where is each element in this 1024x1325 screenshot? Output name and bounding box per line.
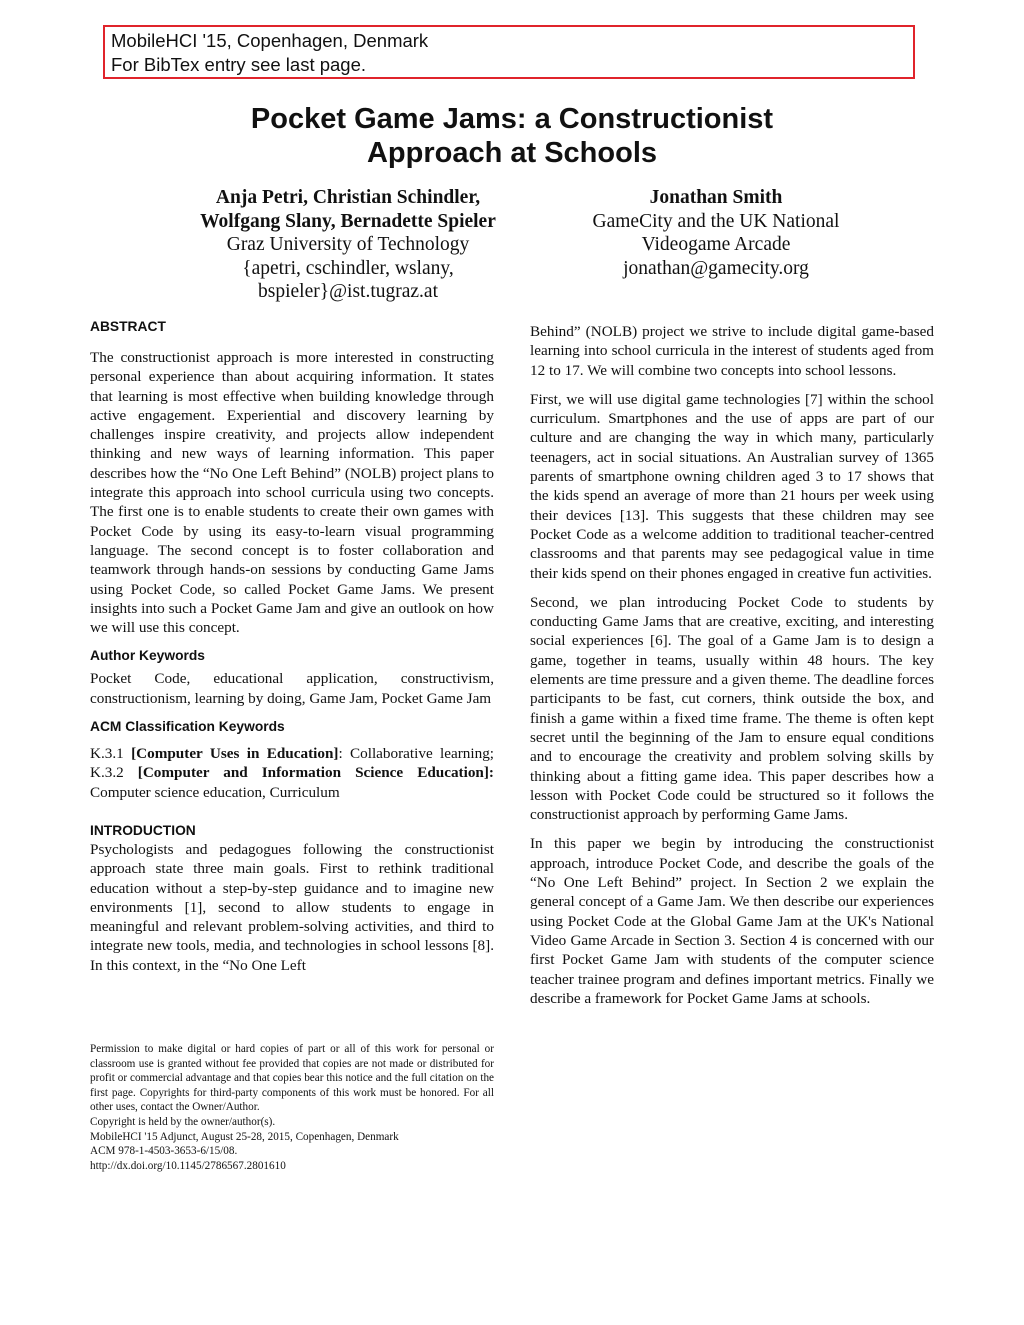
author-email: jonathan@gamecity.org xyxy=(623,257,809,279)
introduction-paragraph-4: In this paper we begin by introducing the constructionist approach, introduce Pocket Code, and describe the goals of the “No One Left Behind” project. In Section 2 we explain the general concept of a Game Jam. We then describe our experiences using Pocket Code at the Global Game Jam at the UK's National Video Game Arcade in Section 3. Section 4 is concerned with our first Pocket Game Jam with students of the computer science teacher trainee program and defines important metrics. Finally we describe a framework for Pocket Game Jams at schools. xyxy=(530,835,934,1007)
bibtex-notice-box xyxy=(103,25,915,79)
permission-notice xyxy=(90,1042,494,1173)
abstract-heading: ABSTRACT xyxy=(90,319,166,334)
author-affiliation-line1: GameCity and the UK National xyxy=(592,210,840,232)
introduction-text-left: Psychologists and pedagogues following the constructionist approach state three main goals. First to rethink traditional education without a step-by-step guidance and to imagine new environments [1], second to allow students to engage in meaningful and relevant problem-solving activities, and third to integrate new tools, media, and technologies in school lessons [8]. In this context, in the “No One Left xyxy=(90,840,494,974)
introduction-heading: INTRODUCTION xyxy=(90,822,196,838)
conference-text: MobileHCI '15 Adjunct, August 25-28, 2015, Copenhagen, Denmark xyxy=(90,1130,399,1143)
introduction-paragraph-2: First, we will use digital game technologies [7] within the school curriculum. Smartphones and the use of apps are part of our culture and are changing the way in which many, particularly teenagers, act in social situations. An Australian survey of 1365 parents of smartphone owning children aged 3 to 17 shows that the kids spend an average of more than 21 hours per week using their devices [13]. This suggests that these children may see Pocket Code as a welcome addition to traditional teacher-centred classrooms and that parents may see pedagogical value in time their kids spend on their phones engaged in creative fun activities. xyxy=(530,390,934,582)
author-keywords-heading: Author Keywords xyxy=(90,648,205,664)
author-affiliation-line2: Videogame Arcade xyxy=(641,234,791,255)
paper-title xyxy=(0,102,1024,170)
acm-keywords-heading: ACM Classification Keywords xyxy=(90,719,285,735)
doi-link[interactable]: http://dx.doi.org/10.1145/2786567.2801610 xyxy=(90,1159,286,1172)
author-names-line2: Wolfgang Slany, Bernadette Spieler xyxy=(200,210,496,232)
author-block-graz xyxy=(148,186,548,304)
acm-code-1: K.3.1 xyxy=(90,745,124,763)
abstract-text: The constructionist approach is more interested in constructing personal experience than about acquiring information. It states that learning is most effective when building knowledge through active engagement. Experiential and discovery learning by challenges inspire creativity, and projects allow independent thinking and new ways of learning information. This paper describes how the “No One Left Behind” (NOLB) project plans to integrate this approach into school curricula using two concepts. The first one is to enable students to create their own games with Pocket Code by using its easy-to-learn visual programming language. The second concept is to foster collaboration and teamwork through hands-on sessions by conducting Game Jams using Pocket Code, so called Pocket Game Jams. We present insights into such a Pocket Game Jam and give an outlook on how we will use this concept. xyxy=(90,349,494,637)
author-names-line1: Anja Petri, Christian Schindler, xyxy=(215,187,481,208)
acm-id-text: ACM 978-1-4503-3653-6/15/08. xyxy=(90,1145,238,1158)
introduction-paragraph-1: Behind” (NOLB) project we strive to include digital game-based learning into school curricula in the interest of students aged from 12 to 17. We will combine two concepts into school lessons. xyxy=(530,323,934,379)
author-affiliation: Graz University of Technology xyxy=(226,234,470,255)
acm-keywords-text xyxy=(90,744,494,802)
author-name-smith: Jonathan Smith xyxy=(649,187,783,208)
paper-title-line2: Approach at Schools xyxy=(366,137,658,169)
acm-term-2: [Computer and Information Science Education]: xyxy=(137,764,494,782)
notice-line-conference: MobileHCI '15, Copenhagen, Denmark xyxy=(111,30,429,51)
copyright-text: Copyright is held by the owner/author(s). xyxy=(90,1115,276,1128)
author-email-line2: bspieler}@ist.tugraz.at xyxy=(257,281,438,302)
permission-text: Permission to make digital or hard copies of part or all of this work for personal or classroom use is granted without fee provided that copies are not made or distributed for profit or commercial advantage and that copies bear this notice and the full citation on the first page. Copyrights for third-party components of this work must be honored. For all other uses, contact the Owner/Author. xyxy=(90,1043,494,1114)
acm-term-1: [Computer Uses in Education] xyxy=(131,745,339,763)
acm-after-1: : Collaborative learning; K.3.2 xyxy=(90,745,495,782)
author-block-gamecity xyxy=(556,186,876,280)
paper-title-line1: Pocket Game Jams: a Constructionist xyxy=(250,103,774,135)
acm-after-2: Computer science education, Curriculum xyxy=(90,783,340,801)
notice-line-bibtex: For BibTex entry see last page. xyxy=(111,54,367,75)
right-column xyxy=(530,322,934,1018)
author-email-line1: {apetri, cschindler, wslany, xyxy=(242,257,454,279)
introduction-paragraph-3: Second, we plan introducing Pocket Code to students by conducting Game Jams that are creative, exciting, and interesting social experiences [6]. The goal of a Game Jam is to design a game, together in teams, usually within 48 hours. The key elements are time pressure and a given theme. The deadline forces participants to be fast, cut corners, think outside the box, and finish a game within a fixed time frame. The theme is often kept secret until the beginning of the Jam to ensure equal conditions and to encourage the creativity and problem solving skills by thinking about a fitting game idea. This paper describes how a lesson with Pocket Code could be structured so it follows the constructionist approach by performing Game Jams. xyxy=(530,593,934,824)
left-column xyxy=(90,318,494,985)
author-keywords-text: Pocket Code, educational application, constructivism, constructionism, learning by doing, Game Jam, Pocket Game Jam xyxy=(90,670,494,707)
